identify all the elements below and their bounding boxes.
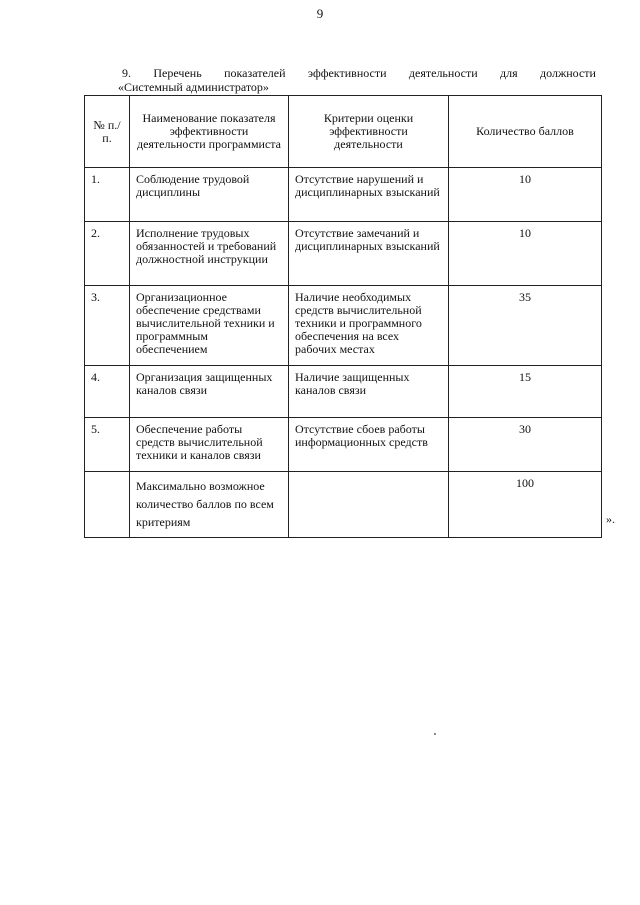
row-num: 4. bbox=[85, 366, 130, 418]
row-name: Организационное обеспечение средствами вычислительной техники и программным обеспечением bbox=[130, 286, 289, 366]
section-heading bbox=[118, 66, 596, 94]
closing-quote: ». bbox=[606, 512, 615, 526]
row-criteria: Наличие защищенных каналов связи bbox=[289, 366, 449, 418]
heading-line-2: «Системный администратор» bbox=[118, 80, 269, 94]
row-score: 30 bbox=[449, 418, 602, 472]
row-score: 10 bbox=[449, 222, 602, 286]
header-score: Количество баллов bbox=[449, 96, 602, 168]
page-number: 9 bbox=[316, 6, 324, 21]
table-row bbox=[85, 418, 602, 472]
row-criteria: Отсутствие замечаний и дисциплинарных взысканий bbox=[289, 222, 449, 286]
row-num: 5. bbox=[85, 418, 130, 472]
table-row bbox=[85, 222, 602, 286]
heading-word: для bbox=[500, 66, 518, 80]
header-name: Наименование показателя эффективности деятельности программиста bbox=[130, 96, 289, 168]
heading-word: должности bbox=[540, 66, 596, 80]
row-criteria: Отсутствие сбоев работы информационных средств bbox=[289, 418, 449, 472]
table-header-row bbox=[85, 96, 602, 168]
heading-word: показателей bbox=[224, 66, 286, 80]
row-score: 10 bbox=[449, 168, 602, 222]
row-criteria: Отсутствие нарушений и дисциплинарных взысканий bbox=[289, 168, 449, 222]
row-name: Обеспечение работы средств вычислительной техники и каналов связи bbox=[130, 418, 289, 472]
row-name: Исполнение трудовых обязанностей и требований должностной инструкции bbox=[130, 222, 289, 286]
heading-word: деятельности bbox=[408, 66, 478, 80]
row-num: 3. bbox=[85, 286, 130, 366]
header-num: № п./п. bbox=[85, 96, 130, 168]
row-score: 15 bbox=[449, 366, 602, 418]
header-criteria: Критерии оценки эффективности деятельности bbox=[289, 96, 449, 168]
table-row bbox=[85, 168, 602, 222]
row-name: Максимально возможное количество баллов по всем критериям bbox=[130, 472, 289, 538]
heading-line-1 bbox=[122, 66, 596, 80]
row-name: Организация защищенных каналов связи bbox=[130, 366, 289, 418]
row-num: 1. bbox=[85, 168, 130, 222]
row-criteria: Наличие необходимых средств вычислительной техники и программного обеспечения на всех рабочих местах bbox=[289, 286, 449, 366]
row-score: 35 bbox=[449, 286, 602, 366]
table-row bbox=[85, 366, 602, 418]
row-criteria bbox=[289, 472, 449, 538]
heading-number: 9. bbox=[122, 66, 131, 80]
heading-word: эффективности bbox=[307, 66, 387, 80]
row-num: 2. bbox=[85, 222, 130, 286]
row-score: 100 bbox=[449, 472, 602, 538]
scan-speck bbox=[434, 733, 436, 735]
row-num bbox=[85, 472, 130, 538]
row-name: Соблюдение трудовой дисциплины bbox=[130, 168, 289, 222]
table-total-row bbox=[85, 472, 602, 538]
criteria-table bbox=[84, 95, 602, 538]
heading-word: Перечень bbox=[153, 66, 202, 80]
table-row bbox=[85, 286, 602, 366]
